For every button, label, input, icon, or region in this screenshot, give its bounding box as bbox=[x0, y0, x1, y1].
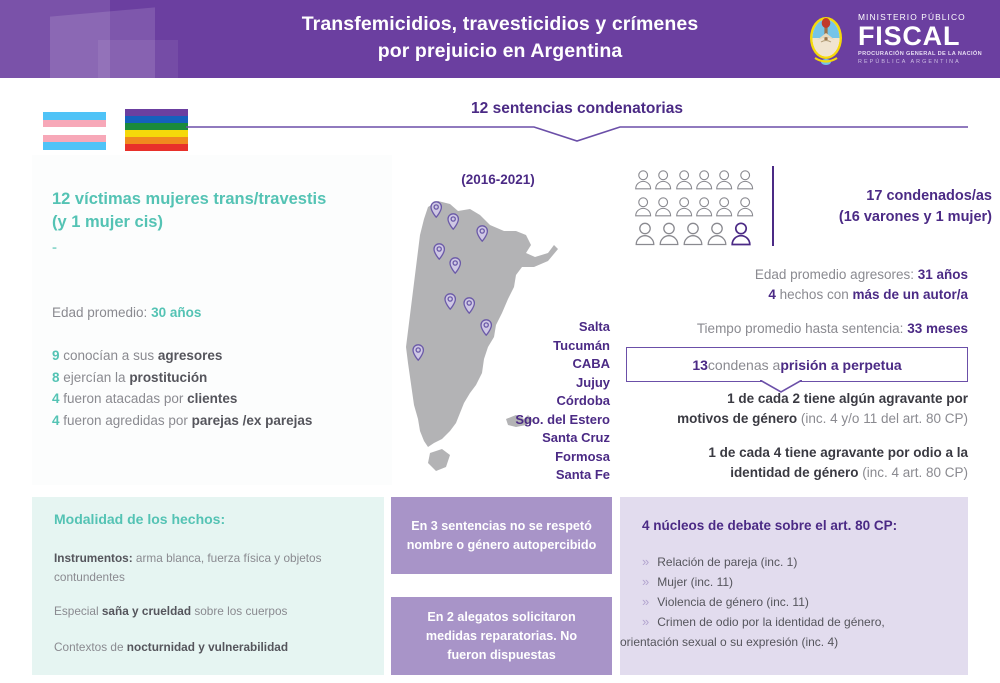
list-item bbox=[642, 572, 954, 592]
person-icon bbox=[735, 166, 755, 193]
sentence-time-label: Tiempo promedio hasta sentencia: bbox=[696, 321, 908, 336]
victims-heading-line2: (y 1 mujer cis) bbox=[52, 213, 163, 231]
header-decor-shape-3 bbox=[98, 40, 178, 78]
nucleo-text: Relación de pareja (inc. 1) bbox=[657, 555, 798, 569]
stat-number: 9 bbox=[52, 348, 60, 363]
chevron-right-icon: » bbox=[642, 594, 650, 609]
person-icon bbox=[705, 220, 729, 247]
flag-stripe bbox=[43, 120, 106, 128]
ratio-bold-line2: motivos de género bbox=[677, 411, 798, 426]
multiple-authors-bold: más de un autor/a bbox=[852, 287, 968, 302]
person-icon bbox=[653, 193, 673, 220]
flag-stripe bbox=[43, 142, 106, 150]
perpetua-box bbox=[626, 347, 968, 382]
perpetua-count: 13 bbox=[692, 356, 708, 373]
modalidad-panel bbox=[32, 497, 384, 675]
list-item bbox=[52, 410, 387, 432]
ratio-bold-line2: identidad de género bbox=[730, 465, 859, 480]
list-item: Sgo. del Estero bbox=[515, 411, 610, 427]
argentina-crest-icon bbox=[803, 10, 849, 68]
convicted-people-pictogram bbox=[633, 166, 755, 247]
aggressor-age-line bbox=[588, 265, 968, 285]
modalidad-title: Modalidad de los hechos: bbox=[54, 511, 226, 527]
sana-bold: saña y crueldad bbox=[101, 604, 192, 618]
chevron-right-icon: » bbox=[642, 554, 650, 569]
modalidad-instrumentos bbox=[54, 549, 366, 587]
multiple-authors-line bbox=[588, 285, 968, 305]
person-icon bbox=[653, 166, 673, 193]
flag-stripe bbox=[125, 123, 188, 130]
person-icon bbox=[633, 193, 653, 220]
person-icon bbox=[694, 193, 714, 220]
victims-age-label: Edad promedio: bbox=[52, 305, 152, 320]
flag-stripe bbox=[125, 130, 188, 137]
no-respeto-box: En 3 sentencias no se respetó nombre o género autopercibido bbox=[391, 497, 612, 574]
person-icon bbox=[674, 166, 694, 193]
victims-average-age bbox=[52, 305, 201, 320]
logo-text bbox=[858, 13, 982, 65]
multiple-authors-mid: hechos con bbox=[775, 287, 853, 302]
aggressor-age-value: 31 años bbox=[917, 267, 968, 282]
flag-stripe bbox=[125, 109, 188, 116]
nucleo-text: Violencia de género (inc. 11) bbox=[657, 595, 809, 609]
person-icon bbox=[633, 220, 657, 247]
aggravant-gender-ratio bbox=[588, 389, 968, 429]
list-item bbox=[52, 367, 387, 389]
stat-bold: parejas /ex parejas bbox=[191, 412, 313, 428]
page-header bbox=[0, 0, 1000, 78]
flag-stripe bbox=[43, 127, 106, 135]
modalidad-contextos bbox=[54, 638, 366, 657]
nucleos-list bbox=[620, 552, 954, 652]
nucleos-panel bbox=[620, 497, 968, 675]
logo-line-1: MINISTERIO PÚBLICO bbox=[857, 11, 966, 22]
victims-age-value: 30 años bbox=[151, 305, 202, 320]
list-item: Salta bbox=[578, 319, 610, 334]
banner-divider-line bbox=[186, 124, 968, 144]
person-icon bbox=[657, 220, 681, 247]
stat-text: ejercían la bbox=[59, 369, 130, 385]
flag-stripe bbox=[125, 137, 188, 144]
multiple-authors-count: 4 bbox=[768, 287, 776, 302]
chevron-right-icon: » bbox=[642, 614, 650, 629]
ratio-normal: (inc. 4 art. 80 CP) bbox=[858, 465, 968, 480]
map-years-label: (2016-2021) bbox=[461, 172, 535, 187]
perpetua-bold: prisión a perpetua bbox=[780, 356, 902, 373]
list-item: Jujuy bbox=[576, 374, 610, 390]
pictogram-row bbox=[633, 166, 755, 193]
list-item bbox=[52, 345, 387, 367]
page-title bbox=[200, 11, 800, 65]
stat-text: fueron atacadas por bbox=[59, 391, 188, 406]
sentence-time-stat bbox=[588, 319, 968, 339]
victims-dash: - bbox=[52, 239, 57, 256]
person-icon bbox=[735, 193, 755, 220]
banner-title: 12 sentencias condenatorias bbox=[471, 100, 683, 117]
stat-text: conocían a sus bbox=[59, 348, 158, 363]
convicted-label-line2: (16 varones y 1 mujer) bbox=[838, 209, 992, 225]
list-item: Santa Cruz bbox=[542, 430, 610, 445]
tierra-del-fuego-shape bbox=[428, 449, 450, 471]
list-item bbox=[642, 612, 954, 632]
victims-panel bbox=[32, 155, 392, 485]
ratio-bold-line1: 1 de cada 2 tiene algún agravante por bbox=[727, 391, 968, 406]
chevron-right-icon: » bbox=[642, 574, 650, 589]
victims-stats-list bbox=[52, 345, 387, 431]
contextos-bold: nocturnidad y vulnerabilidad bbox=[126, 640, 289, 654]
stat-text: fueron agredidas por bbox=[59, 412, 192, 428]
person-icon bbox=[714, 166, 734, 193]
person-icon-highlighted bbox=[729, 220, 753, 247]
ratio-normal: (inc. 4 y/o 11 del art. 80 CP) bbox=[797, 411, 968, 426]
list-item: CABA bbox=[572, 356, 610, 371]
alegatos-box: En 2 alegatos solicitaron medidas reparatorias. No fueron dispuestas bbox=[391, 597, 612, 675]
nucleo-text: Crimen de odio por la identidad de género, bbox=[657, 615, 885, 629]
trans-pride-flag-icon bbox=[43, 112, 106, 150]
list-item: Córdoba bbox=[556, 393, 610, 408]
list-item bbox=[642, 552, 954, 572]
sana-post: sobre los cuerpos bbox=[191, 604, 288, 618]
pictogram-divider bbox=[772, 166, 774, 246]
stat-bold: clientes bbox=[187, 391, 238, 406]
pride-flags bbox=[43, 112, 188, 151]
aggressor-age-label: Edad promedio agresores: bbox=[754, 267, 918, 282]
list-item bbox=[52, 388, 387, 410]
aggressor-stats bbox=[588, 265, 968, 305]
list-item: Santa Fe bbox=[555, 467, 610, 482]
ratio-bold-line1: 1 de cada 4 tiene agravante por odio a la bbox=[708, 445, 968, 460]
stat-number: 4 bbox=[52, 391, 60, 406]
flag-stripe bbox=[125, 144, 188, 151]
banner-rule bbox=[186, 100, 968, 148]
instrumentos-text: arma blanca, fuerza física y objetos contundentes bbox=[54, 551, 322, 584]
person-icon bbox=[694, 166, 714, 193]
modalidad-sana bbox=[54, 602, 366, 621]
aggravant-hate-ratio bbox=[588, 443, 968, 483]
person-icon bbox=[714, 193, 734, 220]
ministerio-publico-fiscal-logo bbox=[803, 8, 982, 70]
nucleos-title: 4 núcleos de debate sobre el art. 80 CP: bbox=[642, 518, 898, 533]
nucleo-continuation: orientación sexual o su expresión (inc. 4) bbox=[620, 635, 839, 649]
sentence-time-value: 33 meses bbox=[907, 321, 968, 336]
victims-heading bbox=[52, 188, 382, 234]
stat-number: 8 bbox=[52, 369, 60, 385]
rainbow-pride-flag-icon bbox=[125, 109, 188, 151]
victims-heading-line1: 12 víctimas mujeres trans/travestis bbox=[52, 190, 327, 208]
flag-stripe bbox=[43, 135, 106, 143]
logo-line-2: FISCAL bbox=[857, 21, 961, 52]
list-item: Tucumán bbox=[553, 337, 610, 353]
nucleo-text: Mujer (inc. 11) bbox=[657, 575, 734, 589]
stat-bold: prostitución bbox=[129, 369, 208, 385]
page-title-line1: Transfemicidios, travesticidios y crímenes bbox=[301, 13, 699, 35]
perpetua-mid: condenas a bbox=[707, 356, 781, 373]
convicted-label bbox=[782, 186, 992, 228]
list-item: Formosa bbox=[555, 448, 610, 464]
person-icon bbox=[674, 193, 694, 220]
instrumentos-label: Instrumentos: bbox=[54, 551, 133, 565]
flag-stripe bbox=[125, 116, 188, 123]
pictogram-row bbox=[633, 193, 755, 220]
flag-stripe bbox=[43, 112, 106, 120]
person-icon bbox=[633, 166, 653, 193]
convicted-label-line1: 17 condenados/as bbox=[866, 188, 992, 204]
logo-line-3: PROCURACIÓN GENERAL DE LA NACIÓN bbox=[857, 51, 982, 58]
stat-bold: agresores bbox=[157, 348, 223, 363]
page-title-line2: por prejuicio en Argentina bbox=[377, 40, 623, 62]
logo-line-4: REPÚBLICA ARGENTINA bbox=[857, 58, 961, 65]
person-icon bbox=[681, 220, 705, 247]
stat-number: 4 bbox=[52, 412, 60, 428]
sana-pre: Especial bbox=[54, 604, 102, 618]
contextos-pre: Contextos de bbox=[54, 640, 127, 654]
pictogram-row bbox=[633, 220, 755, 247]
list-item bbox=[642, 592, 954, 612]
